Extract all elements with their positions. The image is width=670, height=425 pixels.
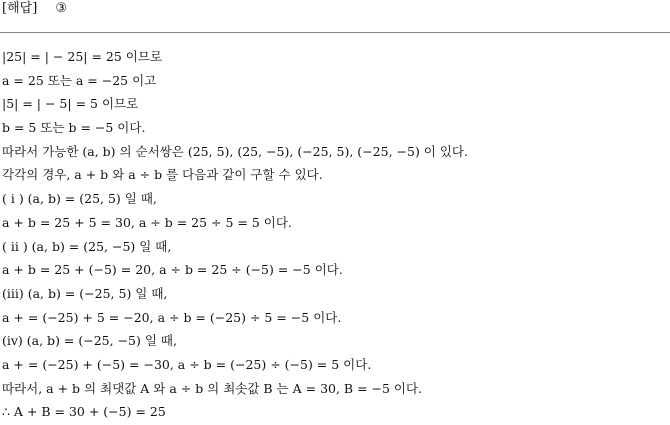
solution-body — [2, 46, 666, 425]
solution-line: a + b = 25 + (−5) = 20, a ÷ b = 25 ÷ (−5) = −5 이다. — [2, 262, 343, 278]
solution-line: ( ii ) (a, b) = (25, −5) 일 때, — [2, 238, 172, 254]
solution-line: 따라서, a + b 의 최댓값 A 와 a ÷ b 의 최솟값 B 는 A = 30, B = −5 이다. — [2, 380, 423, 396]
solution-line: b = 5 또는 b = −5 이다. — [2, 120, 146, 136]
solution-line: a + = (−25) + (−5) = −30, a ÷ b = (−25) ÷ (−5) = 5 이다. — [2, 356, 372, 372]
solution-line: 따라서 가능한 (a, b) 의 순서쌍은 (25, 5), (25, −5), (−25, 5), (−25, −5) 이 있다. — [2, 143, 468, 159]
answer-tag: [해답] — [2, 1, 38, 16]
solution-line: a + = (−25) + 5 = −20, a ÷ b = (−25) ÷ 5 = −5 이다. — [2, 309, 342, 325]
solution-line: ( i ) (a, b) = (25, 5) 일 때, — [2, 191, 157, 207]
solution-line: ∴ A + B = 30 + (−5) = 25 — [2, 404, 166, 420]
solution-line: 각각의 경우, a + b 와 a ÷ b 를 다음과 같이 구할 수 있다. — [2, 167, 323, 183]
answer-header — [2, 0, 67, 22]
solution-line: (iii) (a, b) = (−25, 5) 일 때, — [2, 285, 168, 301]
solution-line: |5| = | − 5| = 5 이므로 — [2, 96, 139, 112]
solution-line: a + b = 25 + 5 = 30, a ÷ b = 25 ÷ 5 = 5 이다. — [2, 214, 292, 230]
header-divider — [0, 32, 670, 33]
answer-number: ③ — [55, 1, 68, 16]
solution-line: (iv) (a, b) = (−25, −5) 일 때, — [2, 333, 177, 349]
solution-line: |25| = | − 25| = 25 이므로 — [2, 49, 163, 64]
solution-line: a = 25 또는 a = −25 이고 — [2, 72, 157, 88]
